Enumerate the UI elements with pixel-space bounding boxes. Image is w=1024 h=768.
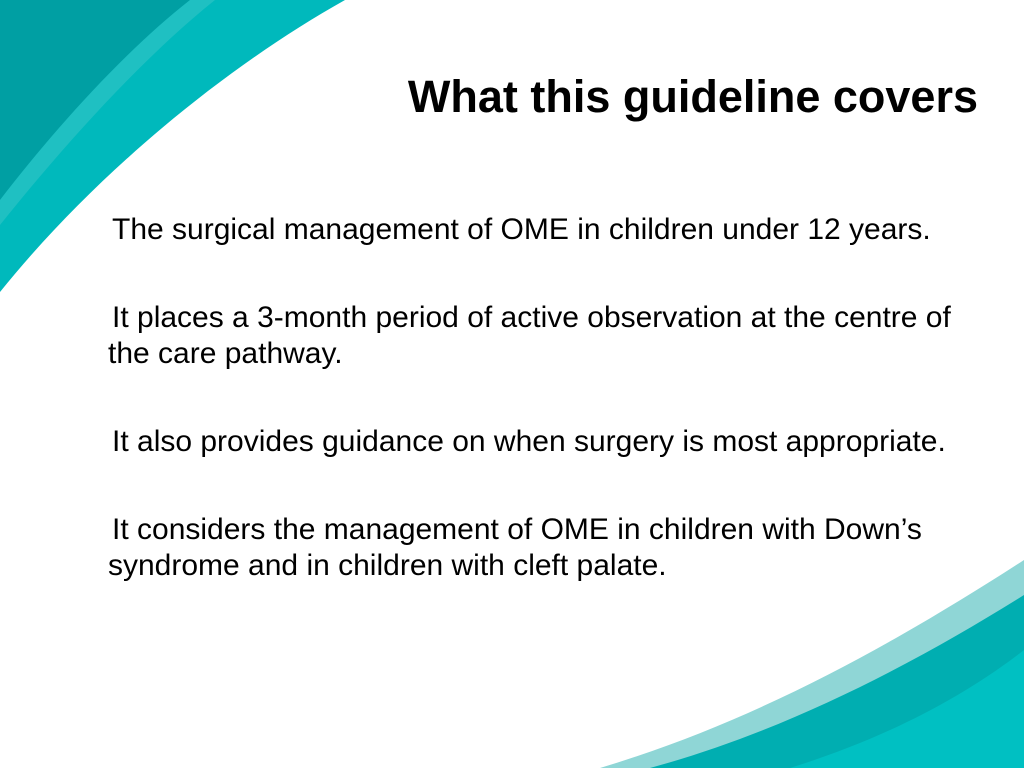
slide-title: What this guideline covers xyxy=(407,71,978,122)
slide-body xyxy=(108,212,958,636)
paragraph-observation: It places a 3-month period of active observation at the centre of the care pathway. xyxy=(108,301,951,370)
paragraph-surgery-guidance: It also provides guidance on when surgery is most appropriate. xyxy=(112,425,946,458)
paragraph-special-groups: It considers the management of OME in children with Down’s syndrome and in children with cleft palate. xyxy=(108,513,922,582)
paragraph-scope: The surgical management of OME in children under 12 years. xyxy=(112,213,931,246)
